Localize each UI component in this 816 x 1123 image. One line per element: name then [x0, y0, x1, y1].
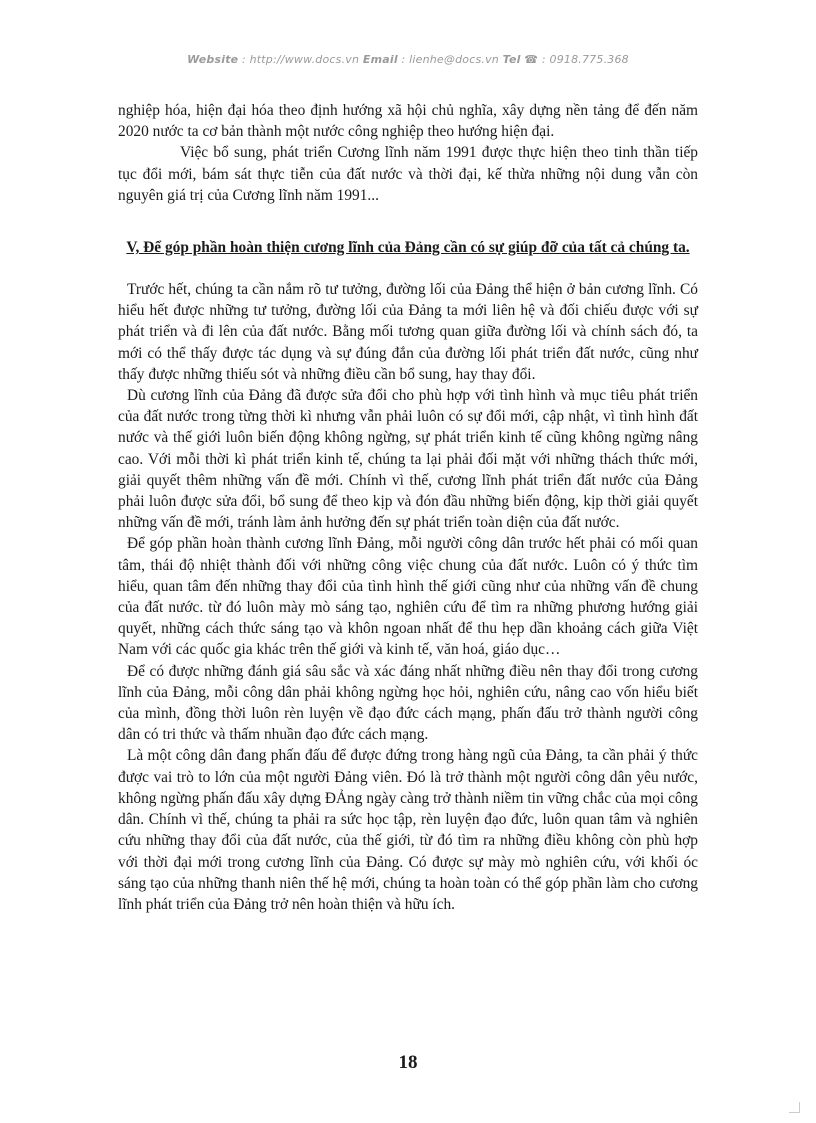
page-header	[0, 53, 816, 66]
paragraph: Để góp phần hoàn thành cương lĩnh Đảng, mỗi người công dân trước hết phải có mối quan tâm, thái độ nhiệt thành đối với những công việc chung của đất nước. Luôn có ý thức tìm hiểu, quan tâm đến những thay đổi của tình hình thế giới cũng như của những vấn đề chung của đất nước. từ đó luôn mày mò sáng tạo, nghiên cứu để tìm ra những phương hướng giải quyết, những cách thức sáng tạo và khôn ngoan nhất để thu hẹp dần khoảng cách giữa Việt Nam với các quốc gia khác trên thế giới và kinh tế, văn hoá, giáo dục…	[118, 535, 698, 659]
website-url: : http://www.docs.vn	[238, 53, 363, 66]
paragraph: Dù cương lĩnh của Đảng đã được sửa đổi cho phù hợp với tình hình và mục tiêu phát triển của đất nước trong từng thời kì nhưng vẫn phải luôn có sự đổi mới, cập nhật, vì tình hình đất nước và thế giới luôn biến động không ngừng, sự phát triển kinh tế cũng không ngừng nâng cao. Với mỗi thời kì phát triển kinh tế, chúng ta lại phải đối mặt với những thách thức mới, giải quyết thêm những vấn đề mới. Chính vì thế, cương lĩnh phát triển đất nước của Đảng phải luôn được sửa đổi, bổ sung để theo kịp và đón đầu những biến động, kịp thời giải quyết những vấn đề mới, tránh làm ảnh hưởng đến sự phát triển toàn diện của đất nước.	[118, 387, 698, 532]
paragraph: Trước hết, chúng ta cần nắm rõ tư tưởng, đường lối của Đảng thể hiện ở bản cương lĩnh. Có hiểu hết được những tư tưởng, đường lối của Đảng ta mới liên hệ và đối chiếu được với sự phát triển và đi lên của đất nước. Bằng mối tương quan giữa đường lối và chính sách đó, ta mới có thể thấy được tác dụng và sự đúng đắn của đường lối phát triển đất nước, cũng như thấy được những thiếu sót và những điều cần bổ sung, hay thay đổi.	[118, 281, 698, 383]
document-body	[118, 100, 698, 915]
website-label: Website	[187, 53, 239, 66]
section-heading: V, Để góp phần hoàn thiện cương lĩnh của Đảng cần có sự giúp đỡ của tất cả chúng ta.	[126, 239, 690, 257]
page-number: 18	[398, 1052, 418, 1073]
paragraph: Là một công dân đang phấn đấu để được đứng trong hàng ngũ của Đảng, ta cần phải ý thức được vai trò to lớn của một người Đảng viên. Đó là trở thành một người công dân yêu nước, không ngừng phấn đấu xây dựng ĐẢng ngày càng trở thành niềm tin vững chắc của mọi công dân. Chính vì thế, chúng ta phải ra sức học tập, rèn luyện đạo đức, luôn quan tâm và nghiên cứu những thay đổi của đất nước, của thế giới, từ đó tìm ra những điều không còn phù hợp với thời đại mới trong cương lĩnh của Đảng. Có được sự mày mò nghiên cứu, với khối óc sáng tạo của những thanh niên thế hệ mới, chúng ta hoàn toàn có thể góp phần làm cho cương lĩnh phát triển của Đảng trở nên hoàn thiện và hữu ích.	[118, 747, 698, 913]
tel-label: Tel	[502, 53, 521, 66]
email-address: : lienhe@docs.vn	[397, 53, 503, 66]
email-label: Email	[362, 53, 398, 66]
phone-number: ☎ : 0918.775.368	[520, 53, 629, 66]
page-corner-mark	[789, 1102, 800, 1113]
paragraph: nghiệp hóa, hiện đại hóa theo định hướng xã hội chủ nghĩa, xây dựng nền tảng để đến năm 2020 nước ta cơ bản thành một nước công nghiệp theo hướng hiện đại.	[118, 102, 698, 141]
paragraph: Để có được những đánh giá sâu sắc và xác đáng nhất những điều nên thay đổi trong cương lĩnh của Đảng, mỗi công dân phải không ngừng học hỏi, nghiên cứu, nâng cao vốn hiểu biết của mình, đồng thời luôn rèn luyện về đạo đức cách mạng, phấn đấu trở thành người công dân có tri thức và thấm nhuần đạo đức cách mạng.	[118, 662, 698, 744]
paragraph: Việc bổ sung, phát triển Cương lĩnh năm 1991 được thực hiện theo tinh thần tiếp tục đổi mới, bám sát thực tiễn của đất nước và thời đại, kế thừa những nội dung vẫn còn nguyên giá trị của Cương lĩnh năm 1991...	[118, 144, 698, 204]
